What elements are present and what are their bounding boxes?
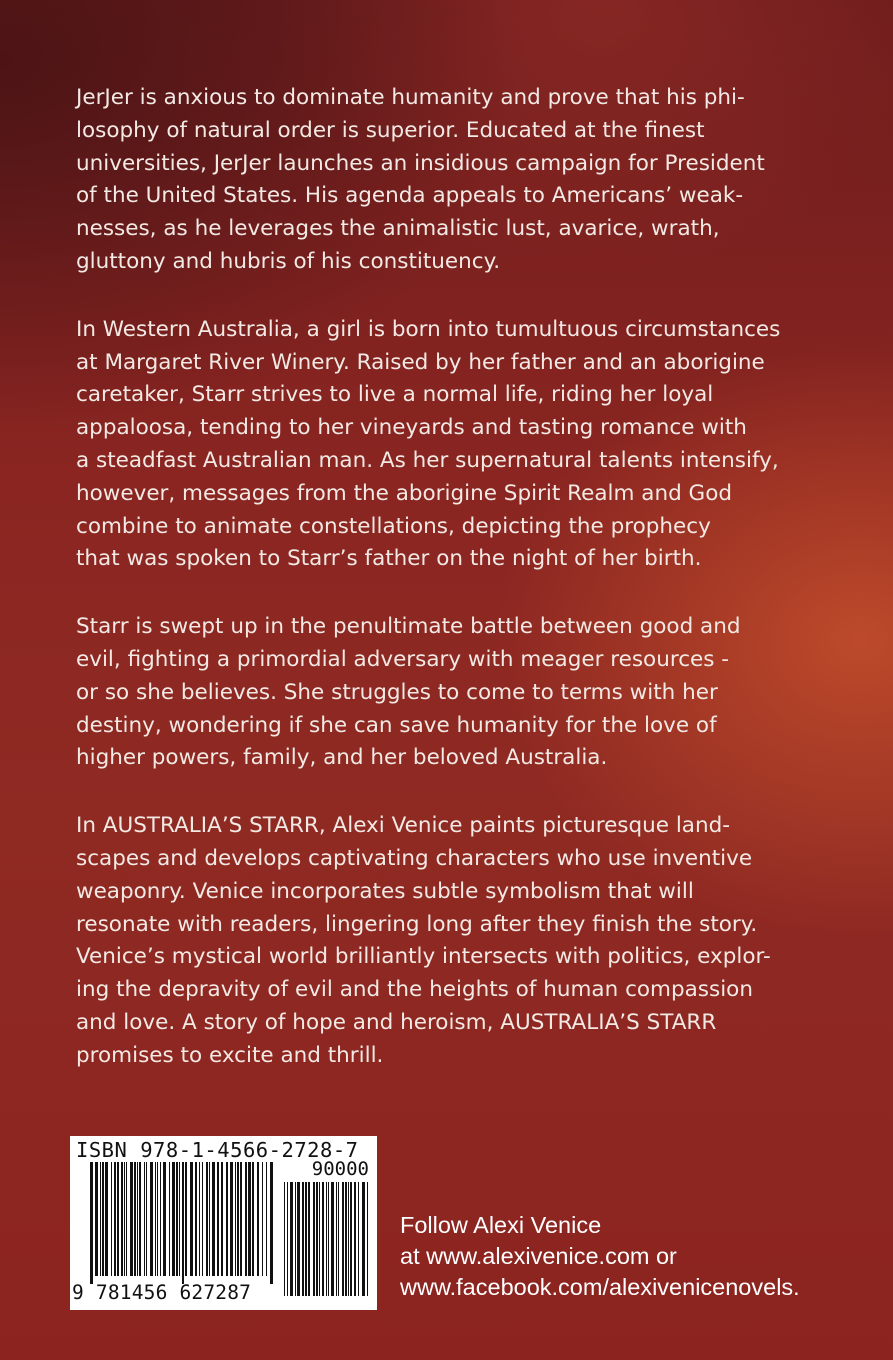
- barcode-bar: [284, 1182, 285, 1296]
- barcode-bar: [252, 1162, 254, 1276]
- follow-line-1: Follow Alexi Venice: [400, 1212, 602, 1238]
- barcode-bar: [117, 1162, 119, 1276]
- barcode-bar: [202, 1162, 203, 1276]
- barcode-bar: [326, 1182, 327, 1296]
- follow-line-3[interactable]: www.facebook.com/alexivenicenovels.: [400, 1274, 800, 1300]
- barcode-bar: [121, 1162, 123, 1276]
- barcode-bar: [287, 1182, 288, 1296]
- barcode-bar: [302, 1182, 304, 1296]
- follow-line-2[interactable]: at www.alexivenice.com or: [400, 1243, 677, 1269]
- barcode-bar: [190, 1162, 193, 1276]
- barcode-bar: [305, 1182, 307, 1296]
- barcode-bar: [262, 1162, 263, 1276]
- price-code: 90000: [311, 1158, 369, 1180]
- barcode-bar: [237, 1162, 239, 1276]
- barcode-bar: [163, 1162, 166, 1276]
- blurb-paragraph-1: JerJer is anxious to dominate humanity and prove that his phi- losophy of natural order is superior. Educated at the finest universities, JerJer launches an insidious campaign for President of the United States. His agenda appeals to Americans’ weak- nesses, as he leverages the animalistic lust, avarice, wrath, gluttony and hubris of his constituency.: [76, 85, 765, 274]
- barcode-bar: [111, 1162, 112, 1276]
- barcode-bar: [257, 1162, 259, 1276]
- barcode-bar: [245, 1162, 247, 1276]
- barcode-bar: [230, 1162, 233, 1276]
- barcode-bar: [308, 1182, 310, 1296]
- barcode-bar: [199, 1162, 200, 1276]
- barcode-bar: [134, 1162, 136, 1276]
- barcode-bar: [235, 1162, 236, 1276]
- barcode-bar: [144, 1162, 145, 1276]
- barcode-bar: [172, 1162, 175, 1276]
- barcode-bar: [137, 1162, 138, 1276]
- barcode-bar: [185, 1162, 187, 1276]
- barcode-bar: [342, 1182, 344, 1296]
- ean-digits: 9 781456 627287: [72, 1281, 252, 1304]
- barcode-bar: [297, 1182, 300, 1296]
- barcode-bar: [176, 1162, 178, 1276]
- barcode-bar: [126, 1162, 127, 1276]
- barcode-bar: [313, 1182, 315, 1296]
- barcode-bar: [95, 1162, 98, 1276]
- barcode-bar: [114, 1162, 116, 1276]
- barcode-bar: [146, 1162, 147, 1276]
- barcode-bar: [295, 1182, 296, 1296]
- barcode-bar: [206, 1162, 208, 1276]
- barcode-bar: [328, 1182, 329, 1296]
- barcode-bar: [160, 1162, 161, 1276]
- barcode-bar: [124, 1162, 125, 1276]
- barcode-bar: [217, 1162, 219, 1276]
- barcode-bar: [316, 1182, 318, 1296]
- blurb-paragraph-2: In Western Australia, a girl is born into tumultuous circumstances at Margaret River Winery. Raised by her father and an aborigine caretaker, Starr strives to live a normal life, riding her loyal appaloosa, tending to her vineyards and tasting romance with a steadfast Australian man. As her supernatural talents intensify, however, messages from the aborigine Spirit Realm and God combine to animate constellations, depicting the prophecy that was spoken to Starr’s father on the night of her birth.: [76, 316, 781, 572]
- barcode-bar: [221, 1162, 223, 1276]
- barcode-bar: [336, 1182, 337, 1296]
- barcode-bar: [155, 1162, 156, 1276]
- blurb-paragraph-4: In AUSTRALIA’S STARR, Alexi Venice paints picturesque land- scapes and develops captivating characters who use inventive weaponry. Venice incorporates subtle symbolism that will resonate with readers, lingering long after they finish the story. Venice’s mystical world brilliantly intersects with politics, explor- ing the depravity of evil and the heights of human compassion and love. A story of hope and heroism, AUSTRALIA’S STARR promises to excite and thrill.: [76, 813, 771, 1068]
- barcode-bar: [358, 1182, 359, 1296]
- blurb-text: [76, 82, 816, 1108]
- barcode-bar: [345, 1182, 347, 1296]
- barcode-bar: [90, 1162, 93, 1284]
- barcode-bar: [139, 1162, 141, 1276]
- barcode-bar: [105, 1162, 108, 1276]
- barcode-bar: [179, 1162, 180, 1276]
- isbn-label: ISBN 978-1-4566-2728-7: [76, 1138, 359, 1162]
- barcode-bar: [322, 1182, 324, 1296]
- barcode-bar: [350, 1182, 352, 1296]
- barcode-bar: [100, 1162, 101, 1276]
- barcode-bar: [182, 1162, 184, 1284]
- barcode-bar: [240, 1162, 242, 1276]
- barcode-bar: [209, 1162, 210, 1276]
- barcode-bar: [150, 1162, 153, 1276]
- barcode-bar: [319, 1182, 320, 1296]
- barcode-bar: [367, 1182, 368, 1296]
- barcode-bar: [195, 1162, 197, 1276]
- barcode-bar: [338, 1182, 339, 1296]
- barcode-bar: [354, 1182, 356, 1296]
- barcode-bar: [226, 1162, 228, 1276]
- isbn-barcode: [70, 1136, 377, 1310]
- barcode-bar: [157, 1162, 158, 1276]
- follow-author: [400, 1210, 800, 1303]
- barcode-bar: [248, 1162, 251, 1276]
- barcode-bar: [212, 1162, 215, 1276]
- blurb-paragraph-3: Starr is swept up in the penultimate battle between good and evil, fighting a primordial adversary with meager resources - or so she believes. She struggles to come to terms with her destiny, wondering if she can save humanity for the love of higher powers, family, and her beloved Australia.: [76, 614, 741, 771]
- barcode-bar: [331, 1182, 334, 1296]
- barcode-bar: [348, 1182, 349, 1296]
- barcode-bar: [270, 1162, 273, 1284]
- barcode-bar: [266, 1162, 267, 1276]
- barcode-bar: [130, 1162, 133, 1276]
- barcode-bar: [102, 1162, 104, 1276]
- barcode-bar: [362, 1182, 365, 1296]
- barcode-bar: [169, 1162, 170, 1276]
- barcode-bar: [290, 1182, 293, 1296]
